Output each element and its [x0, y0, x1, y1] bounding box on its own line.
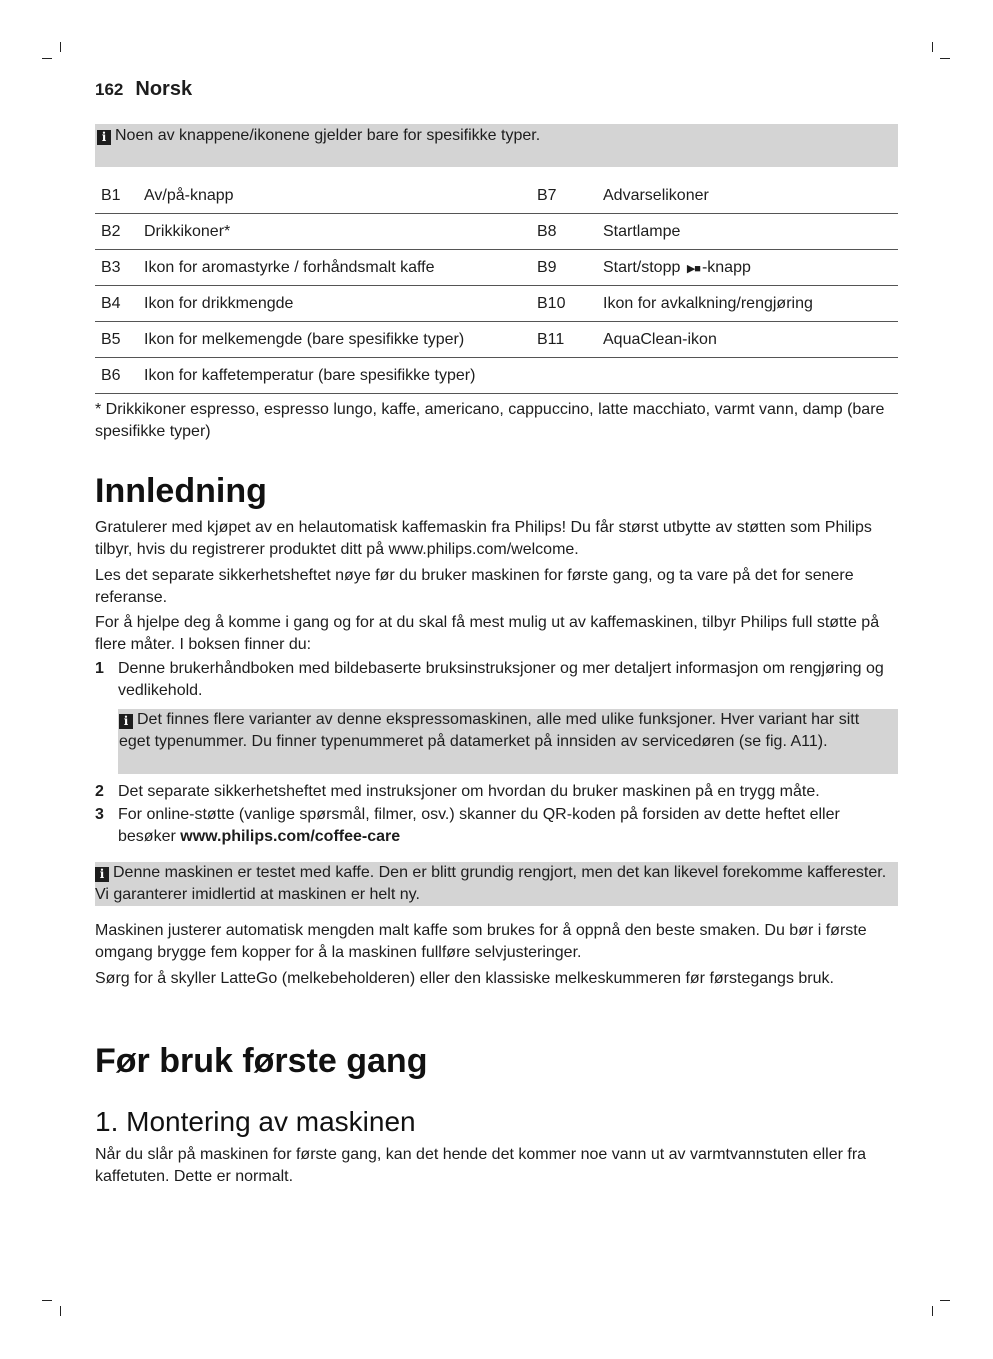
parts-table [95, 178, 898, 394]
part-label [603, 250, 898, 286]
list-item-text: Det separate sikkerhetsheftet med instruksjoner om hvordan du bruker maskinen på en trygg måte. [118, 783, 820, 800]
crop-mark [940, 58, 950, 59]
part-label: Av/på-knapp [144, 178, 537, 214]
info-note-text: Det finnes flere varianter av denne ekspressomaskinen, alle med ulike funksjoner. Hver variant har sitt eget typenummer. Du finner typenummeret på datamerket på innsiden av servicedøren (se fig. A11). [119, 711, 860, 750]
language-label: Norsk [135, 78, 193, 100]
list-item-text-main: For online-støtte (vanlige spørsmål, filmer, osv.) skanner du QR-koden på forsiden av dette heftet eller besøker [118, 806, 840, 845]
info-note [95, 862, 898, 906]
list-item-text: Denne brukerhåndboken med bildebaserte bruksinstruksjoner og mer detaljert informasjon om rengjøring og vedlikehold. [118, 660, 884, 699]
crop-mark [932, 42, 933, 52]
coffee-care-link[interactable]: www.philips.com/coffee-care [180, 828, 401, 845]
part-label-post: -knapp [701, 258, 751, 276]
crop-mark [42, 1300, 52, 1301]
part-label: Startlampe [603, 214, 898, 250]
part-label: Advarselikoner [603, 178, 898, 214]
crop-mark [60, 1306, 61, 1316]
part-code: B2 [95, 214, 144, 250]
part-label: Drikkikoner* [144, 214, 537, 250]
list-item [95, 781, 900, 803]
crop-mark [932, 1306, 933, 1316]
part-code: B10 [537, 286, 603, 322]
section-title: Innledning [95, 472, 267, 510]
part-code: B3 [95, 250, 144, 286]
part-code: B8 [537, 214, 603, 250]
part-label: Ikon for aromastyrke / forhåndsmalt kaffe [144, 250, 537, 286]
paragraph: Les det separate sikkerhetsheftet nøye før du bruker maskinen for første gang, og ta vare på det for senere referanse. [95, 567, 854, 606]
list-number: 1 [95, 660, 104, 677]
list-number: 2 [95, 783, 104, 800]
part-label: Ikon for melkemengde (bare spesifikke typer) [144, 322, 537, 358]
info-note [95, 124, 898, 167]
page-header [95, 78, 192, 101]
part-code: B5 [95, 322, 144, 358]
info-icon: i [97, 130, 111, 145]
paragraph: Sørg for å skyller LatteGo (melkebeholderen) eller den klassiske melkeskummeren før førstegangs bruk. [95, 970, 834, 987]
part-label [603, 358, 898, 394]
list-item [95, 804, 900, 848]
part-code: B6 [95, 358, 144, 394]
footnote: * Drikkikoner espresso, espresso lungo, kaffe, americano, cappuccino, latte macchiato, varmt vann, damp (bare spesifikke typer) [95, 401, 885, 440]
play-pause-icon: ▶■ [686, 262, 700, 275]
crop-mark [940, 1300, 950, 1301]
paragraph: Gratulerer med kjøpet av en helautomatisk kaffemaskin fra Philips! Du får størst utbytte av støtten som Philips tilbyr, hvis du registrerer produktet ditt på www.philips.com/welcome. [95, 519, 872, 558]
crop-mark [42, 58, 52, 59]
page-number: 162 [95, 80, 124, 99]
table-row [95, 358, 898, 394]
part-code: B1 [95, 178, 144, 214]
info-note-text: Noen av knappene/ikonene gjelder bare for spesifikke typer. [115, 127, 541, 144]
paragraph: For å hjelpe deg å komme i gang og for at du skal få mest mulig ut av kaffemaskinen, tilbyr Philips full støtte på flere måter. I boksen finner du: [95, 614, 880, 653]
part-label: Ikon for kaffetemperatur (bare spesifikke typer) [144, 358, 537, 394]
info-icon: i [119, 714, 133, 729]
crop-mark [60, 42, 61, 52]
table-row [95, 178, 898, 214]
part-code: B11 [537, 322, 603, 358]
part-label-pre: Start/stopp [603, 258, 681, 276]
subsection-title: 1. Montering av maskinen [95, 1106, 416, 1137]
list-item-text [118, 804, 900, 848]
section-title: Før bruk første gang [95, 1042, 428, 1080]
part-code: B7 [537, 178, 603, 214]
part-label: Ikon for avkalkning/rengjøring [603, 286, 898, 322]
part-label: Ikon for drikkmengde [144, 286, 537, 322]
part-code: B4 [95, 286, 144, 322]
part-label: AquaClean-ikon [603, 322, 898, 358]
part-code [537, 358, 603, 394]
list-item [95, 658, 900, 702]
info-icon: i [95, 867, 109, 882]
paragraph: Når du slår på maskinen for første gang, kan det hende det kommer noe vann ut av varmtvannstuten eller fra kaffetuten. Dette er normalt. [95, 1146, 867, 1185]
part-code: B9 [537, 250, 603, 286]
table-row [95, 250, 898, 286]
table-row [95, 286, 898, 322]
table-row [95, 322, 898, 358]
paragraph: Maskinen justerer automatisk mengden malt kaffe som brukes for å oppnå den beste smaken. Du bør i første omgang brygge fem kopper for å la maskinen fullføre selvjusteringer. [95, 922, 867, 961]
info-note-text: Denne maskinen er testet med kaffe. Den er blitt grundig rengjort, men det kan likevel forekomme kafferester. Vi garanterer imidlertid at maskinen er helt ny. [95, 864, 887, 903]
info-note [118, 709, 898, 774]
list-number: 3 [95, 806, 104, 823]
table-row [95, 214, 898, 250]
